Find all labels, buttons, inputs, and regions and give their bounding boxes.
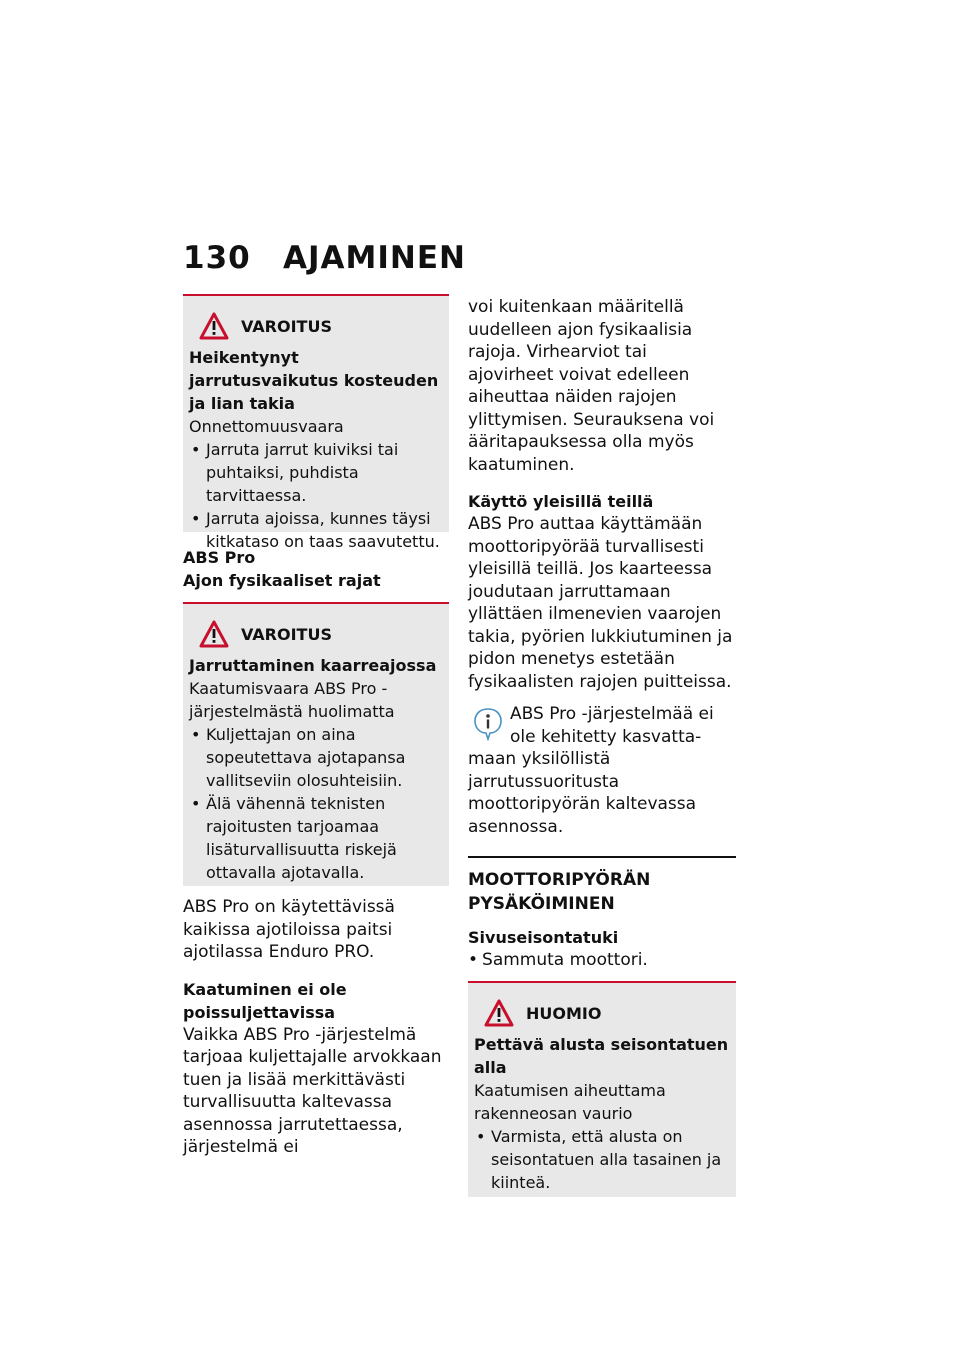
bullet-item <box>468 949 736 971</box>
warning-label: VAROITUS <box>241 624 332 644</box>
right-column <box>468 296 736 1197</box>
info-text: maan yksilöllistä jarrutussuoritusta moottoripyörän kaltevassa asennossa. <box>468 749 697 837</box>
chapter-heading: MOOTTORIPYÖRÄN PYSÄKÖIMINEN <box>468 856 736 916</box>
warning-list-item: • Kuljettajan on aina sopeutettava ajotapansa vallitseviin olosuhteisiin. <box>189 723 443 792</box>
warning-title: Heikentynyt jarrutusvaikutus kosteuden ja lian takia <box>189 348 439 413</box>
paragraph: Vaikka ABS Pro -järjestelmä tarjoaa kuljettajalle arvokkaan tuen ja lisää merkittävästi turvallisuutta kaltevassa asennossa jarrutettaessa, järjestelmä ei <box>183 1024 442 1157</box>
warning-list <box>189 723 443 884</box>
notice-title: Pettävä alusta seisontatuen alla <box>474 1035 729 1077</box>
warning-box <box>183 294 449 551</box>
info-note <box>468 703 736 838</box>
section-heading: Kaatuminen ei ole poissuljettavissa <box>183 979 347 1022</box>
notice-body: Kaatumisen aiheuttama rakenneosan vaurio <box>474 1081 666 1123</box>
section-heading: Sivuseisontatuki <box>468 928 619 947</box>
notice-label: HUOMIO <box>526 1003 602 1023</box>
warning-body: Onnettomuusvaara <box>189 417 344 436</box>
bullet-text: Sammuta moottori. <box>482 950 648 970</box>
paragraph: voi kuitenkaan määritellä uudelleen ajon fysikaalisia rajoja. Virhearviot tai ajovirheet voivat edelleen aiheuttaa näiden rajojen ylittymisen. Seurauksena voi ääritapauksessa olla myös kaatuminen. <box>468 297 715 475</box>
info-icon <box>472 707 504 741</box>
notice-box <box>468 981 736 1197</box>
section-heading: Käyttö yleisillä teillä <box>468 492 654 511</box>
warning-list <box>189 438 443 553</box>
paragraph: ABS Pro auttaa käyttämään moottoripyörää turvallisesti yleisillä teillä. Jos kaarteessa joudutaan jarruttamaan yllättäen ilmenevien vaarojen takia, pyörien lukkiutuminen ja pidon menetys estetään fysikaalisten rajojen puitteissa. <box>468 514 733 692</box>
section-heading-line: ABS Pro <box>183 548 256 567</box>
warning-list-item: • Jarruta ajoissa, kunnes täysi kitkataso on taas saavutettu. <box>189 507 443 553</box>
notice-list-item: • Varmista, että alusta on seisontatuen alla tasainen ja kiinteä. <box>474 1125 730 1194</box>
page-number: 130 <box>183 240 251 276</box>
caution-triangle-icon <box>484 999 514 1027</box>
warning-body: Kaatumisvaara ABS Pro -järjestelmästä huolimatta <box>189 679 395 721</box>
section-heading-line: Ajon fysikaaliset rajat <box>183 571 381 590</box>
left-column <box>183 294 449 1159</box>
warning-triangle-icon <box>199 620 229 648</box>
bullet-dot: • <box>468 950 479 970</box>
warning-label: VAROITUS <box>241 316 332 336</box>
info-text-line: ole kehitetty kasvatta- <box>510 726 702 747</box>
info-text-line: ABS Pro -järjestelmää ei <box>510 704 714 724</box>
warning-header <box>199 312 443 340</box>
notice-header <box>484 999 730 1027</box>
page-header <box>183 240 466 276</box>
warning-header <box>199 620 443 648</box>
warning-list-item: • Älä vähennä teknisten rajoitusten tarjoamaa lisäturvallisuutta riskejä ottavalla ajotavalla. <box>189 792 443 884</box>
paragraph: ABS Pro on käytettävissä kaikissa ajotiloissa paitsi ajotilassa Enduro PRO. <box>183 897 395 962</box>
warning-list-item: • Jarruta jarrut kuiviksi tai puhtaiksi, puhdista tarvittaessa. <box>189 438 443 507</box>
warning-title: Jarruttaminen kaarreajossa <box>189 656 437 675</box>
notice-list <box>474 1125 730 1194</box>
warning-triangle-icon <box>199 312 229 340</box>
warning-box <box>183 602 449 886</box>
chapter-title: AJAMINEN <box>283 240 466 276</box>
